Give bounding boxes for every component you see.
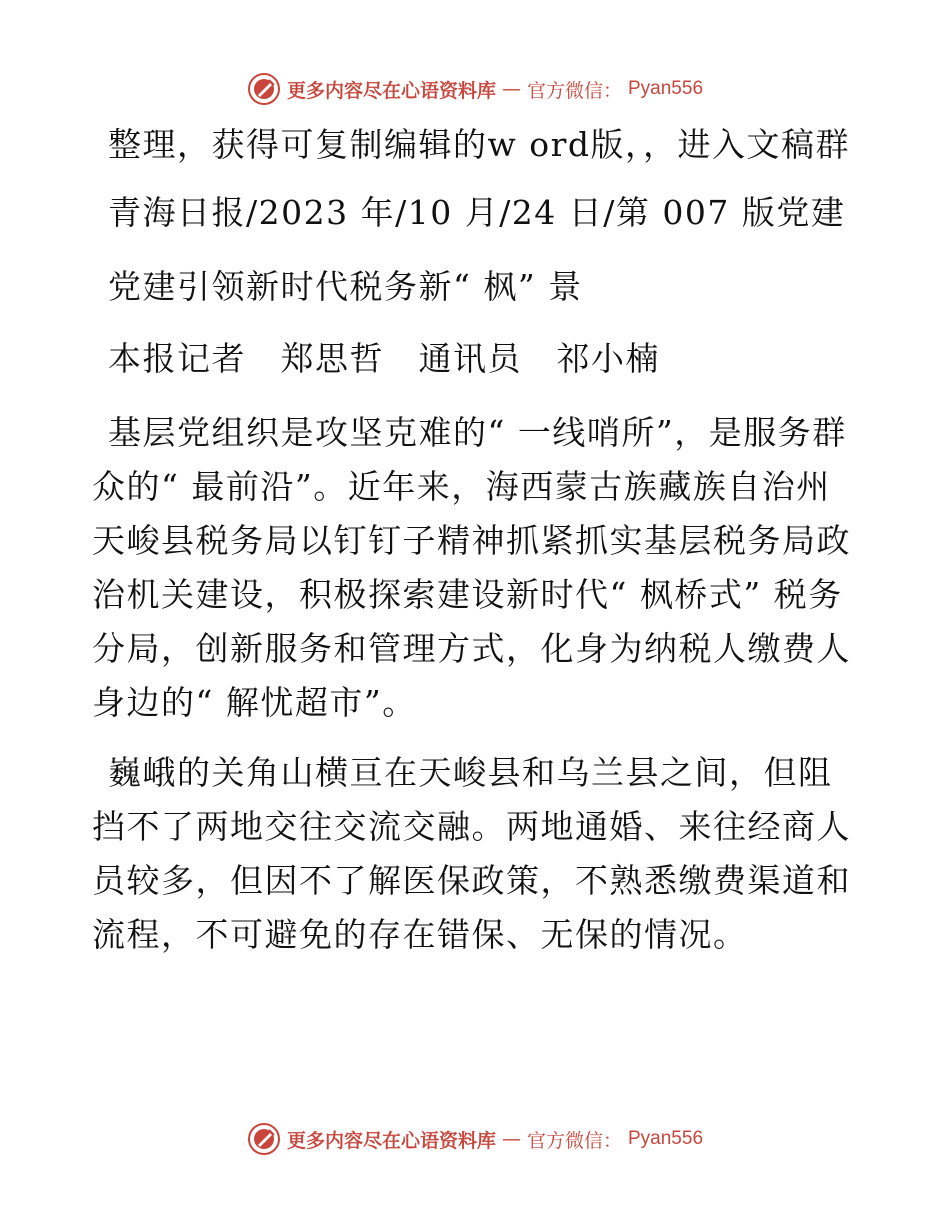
source-line: 青海日报/2023 年/10 月/24 日/第 007 版党建 <box>108 193 846 232</box>
watermark-separator: — <box>501 78 521 100</box>
article-headline: 党建引领新时代税务新“ 枫” 景 <box>108 267 583 306</box>
watermark-wechat-id: Pyan556 <box>628 78 704 99</box>
watermark-wechat-id: Pyan556 <box>628 1128 704 1149</box>
article-paragraph-1: 基层党组织是攻坚克难的“ 一线哨所”，是服务群众的“ 最前沿”。近年来，海西蒙古族藏族自治州天峻县税务局以钉钉子精神抓紧抓实基层税务局政治机关建设，积极探索建设新时代“ 枫桥式” 税务分局，创新服务和管理方式，化身为纳税人缴费人身边的“ 解忧超市”。 <box>92 413 851 722</box>
watermark-text: 更多内容尽在心语资料库 <box>286 79 496 102</box>
watermark-banner-bottom <box>0 1122 950 1156</box>
document-body <box>92 118 862 982</box>
watermark-wechat-label: 官方微信： <box>526 79 622 102</box>
watermark-text: 更多内容尽在心语资料库 <box>286 1129 496 1152</box>
article-byline: 本报记者 郑思哲 通讯员 祁小楠 <box>108 339 660 378</box>
quill-seal-icon <box>247 72 281 106</box>
watermark-wechat-label: 官方微信： <box>526 1129 622 1152</box>
intro-text: 整理，获得可复制编辑的w ord版，，进入文稿群 <box>108 125 851 164</box>
watermark-banner-top <box>0 72 950 106</box>
watermark-separator: — <box>501 1128 521 1150</box>
quill-seal-icon <box>247 1122 281 1156</box>
article-paragraph-2: 巍峨的关角山横亘在天峻县和乌兰县之间，但阻挡不了两地交往交流交融。两地通婚、来往经商人员较多，但因不了解医保政策，不熟悉缴费渠道和流程，不可避免的存在错保、无保的情况。 <box>92 753 851 954</box>
